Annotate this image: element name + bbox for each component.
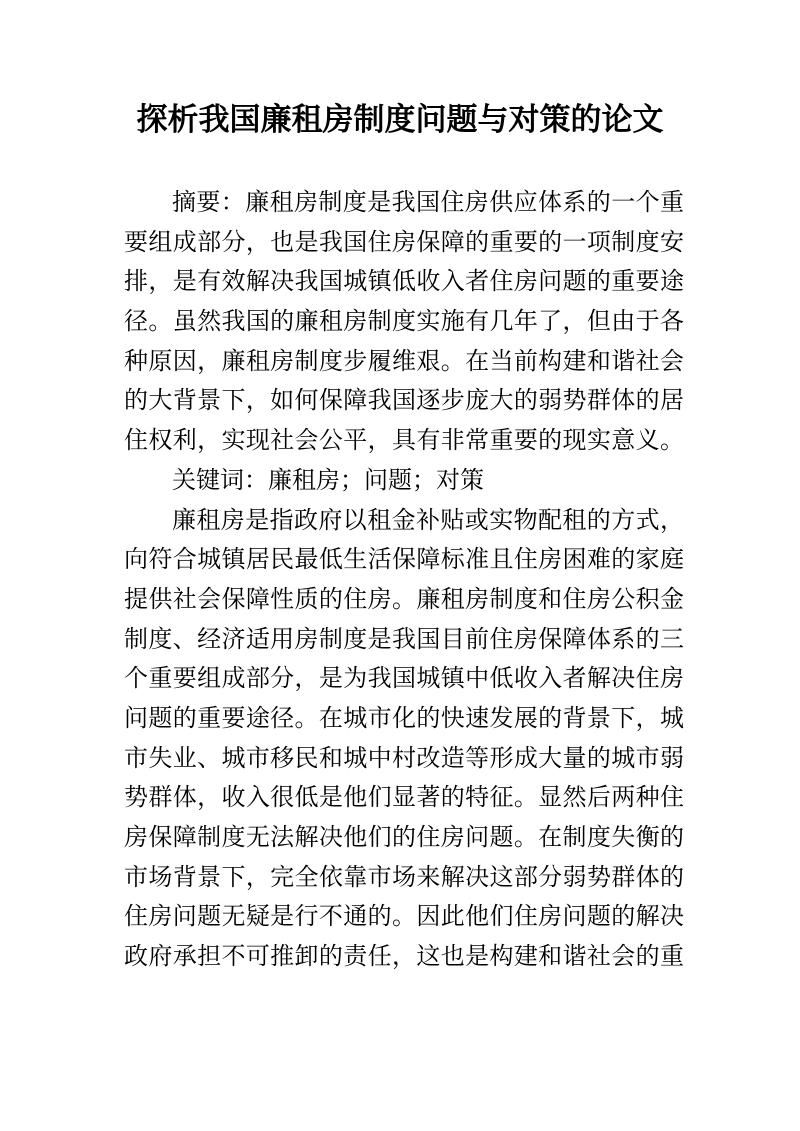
- body-line-5: 个重要组成部分，是为我国城镇中低收入者解决住房: [124, 664, 684, 693]
- document-title: 探析我国廉租房制度问题与对策的论文: [136, 102, 664, 138]
- abstract-line-5: 种原因，廉租房制度步履维艰。在当前构建和谐社会: [124, 346, 684, 375]
- body-line-9: 房保障制度无法解决他们的住房问题。在制度失衡的: [124, 823, 684, 851]
- abstract-line-2: 要组成部分，也是我国住房保障的重要的一项制度安: [124, 227, 684, 256]
- body-line-1: 廉租房是指政府以租金补贴或实物配租的方式，: [172, 505, 684, 534]
- body-line-3: 提供社会保障性质的住房。廉租房制度和住房公积金: [124, 584, 684, 613]
- body-line-8: 势群体，收入很低是他们显著的特征。显然后两种住: [124, 783, 684, 812]
- abstract-line-7: 住权利，实现社会公平，具有非常重要的现实意义。: [124, 426, 684, 455]
- abstract-line-6: 的大背景下，如何保障我国逐步庞大的弱势群体的居: [124, 386, 684, 415]
- document-body: [124, 183, 684, 977]
- body-line-6: 问题的重要途径。在城市化的快速发展的背景下，城: [124, 703, 684, 732]
- abstract-line-3: 排，是有效解决我国城镇低收入者住房问题的重要途: [124, 267, 684, 296]
- abstract-line-4: 径。虽然我国的廉租房制度实施有几年了，但由于各: [124, 307, 684, 336]
- body-line-4: 制度、经济适用房制度是我国目前住房保障体系的三: [124, 624, 684, 653]
- body-line-11: 住房问题无疑是行不通的。因此他们住房问题的解决: [124, 902, 684, 931]
- body-line-10: 市场背景下，完全依靠市场来解决这部分弱势群体的: [124, 862, 684, 891]
- body-line-7: 市失业、城市移民和城中村改造等形成大量的城市弱: [124, 743, 684, 772]
- abstract-line-1: 摘要：廉租房制度是我国住房供应体系的一个重: [172, 188, 684, 216]
- body-line-12: 政府承担不可推卸的责任，这也是构建和谐社会的重: [124, 942, 684, 971]
- body-line-2: 向符合城镇居民最低生活保障标准且住房困难的家庭: [124, 545, 684, 574]
- keywords-line: 关键词：廉租房；问题；对策: [172, 465, 484, 494]
